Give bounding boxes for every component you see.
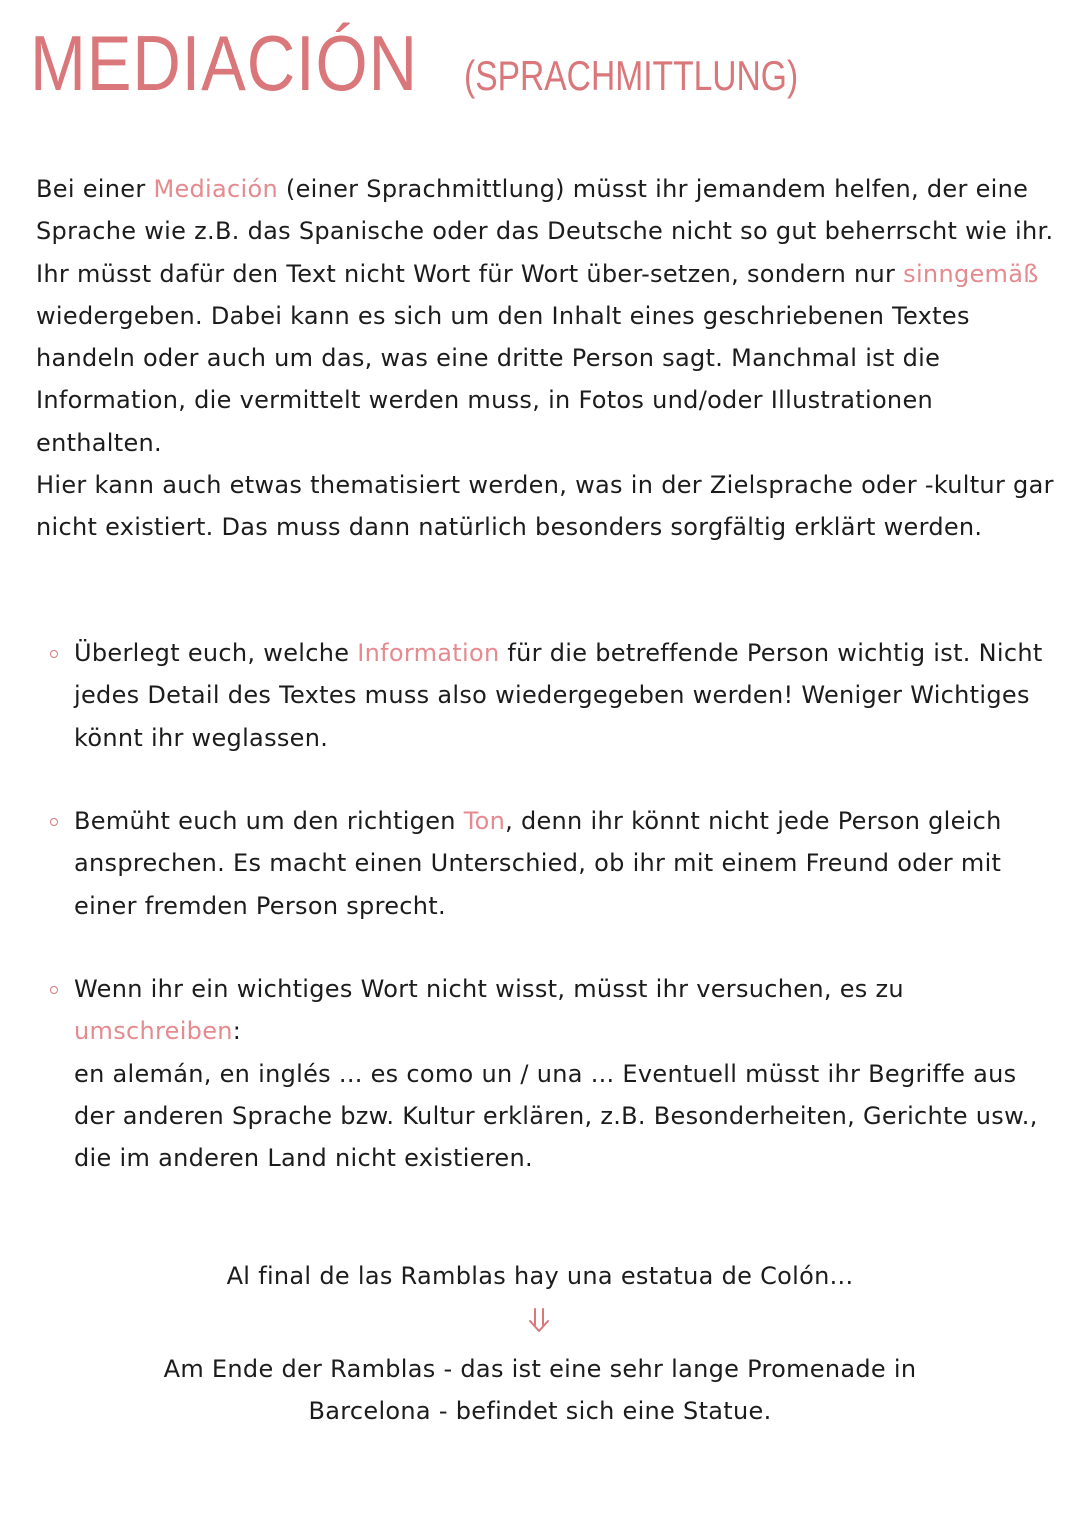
bullet-text: [74, 632, 1050, 759]
bullet-highlight-suffix: :: [232, 1017, 242, 1046]
bullet-text-a: Überlegt euch, welche: [74, 639, 358, 667]
bullet-text: [74, 800, 1050, 927]
intro-text-c: wiedergeben. Dabei kann es sich um den Inhalt eines geschriebenen Textes handeln oder auch um das, was eine dritte Person sagt. Manchmal ist die Information, die vermittelt werden muss, in Fotos und/oder Illustrationen enthalten.: [36, 301, 970, 457]
bullet-highlight: umschreiben: [74, 1017, 233, 1046]
intro-text-a: Bei einer: [36, 175, 154, 203]
example-german-line2: Barcelona - befindet sich eine Statue.: [308, 1397, 772, 1425]
bullet-text-b: , denn ihr könnt nicht jede Person gleich ansprechen. Es macht einen Unterschied, ob ihr mit einem Freund oder mit einer fremden Person sprecht.: [74, 807, 1002, 920]
example-german-line1: Am Ende der Ramblas - das ist eine sehr lange Promenade in: [163, 1355, 917, 1383]
bullet-umschreiben: [50, 968, 1050, 1179]
intro-highlight-sinngemaess: sinngemäß: [903, 259, 1039, 288]
title-main: MEDIACIÓN: [30, 19, 418, 107]
bullet-text-a: Bemüht euch um den richtigen: [74, 807, 464, 835]
bullet-ton: [50, 800, 1050, 927]
bullet-dot-icon: [50, 650, 58, 658]
bullet-information: [50, 632, 1050, 759]
bullet-text-b: en alemán, en inglés ... es como un / una ... Eventuell müsst ihr Begriffe aus der anderen Sprache bzw. Kultur erklären, z.B. Besonderheiten, Gerichte usw., die im anderen Land nicht existieren.: [74, 1059, 1038, 1173]
bullet-text-b: für die betreffende Person wichtig ist. Nicht jedes Detail des Textes muss also wiedergegeben werden! Weniger Wichtiges könnt ihr weglassen.: [74, 639, 1043, 752]
example-german: [0, 1348, 1080, 1432]
example-spanish: Al final de las Ramblas hay una estatua de Colón...: [226, 1262, 854, 1290]
intro-paragraph: [36, 168, 1056, 549]
intro-text-b: (einer Sprachmittlung) müsst ihr jemandem helfen, der eine Sprache wie z.B. das Spanische oder das Deutsche nicht so gut beherrscht wie ihr. Ihr müsst dafür den Text nicht Wort für Wort über-setzen, sondern nur: [36, 175, 1054, 288]
intro-highlight-mediacion: Mediación: [153, 175, 278, 203]
bullet-dot-icon: [50, 986, 58, 994]
bullet-text: [74, 968, 1050, 1179]
title-subtitle: (SPRACHMITTLUNG): [464, 52, 799, 99]
page-title: [30, 18, 1050, 109]
bullet-text-a: Wenn ihr ein wichtiges Wort nicht wisst, müsst ihr versuchen, es zu: [74, 975, 904, 1003]
intro-text-p2: Hier kann auch etwas thematisiert werden, was in der Zielsprache oder -kultur gar nicht existiert. Das muss dann natürlich besonders sorgfältig erklärt werden.: [36, 471, 1054, 542]
bullet-highlight: Ton: [463, 807, 506, 835]
bullet-dot-icon: [50, 818, 58, 826]
bullet-highlight: Information: [357, 639, 500, 667]
double-arrow-down-icon: [524, 1306, 554, 1336]
